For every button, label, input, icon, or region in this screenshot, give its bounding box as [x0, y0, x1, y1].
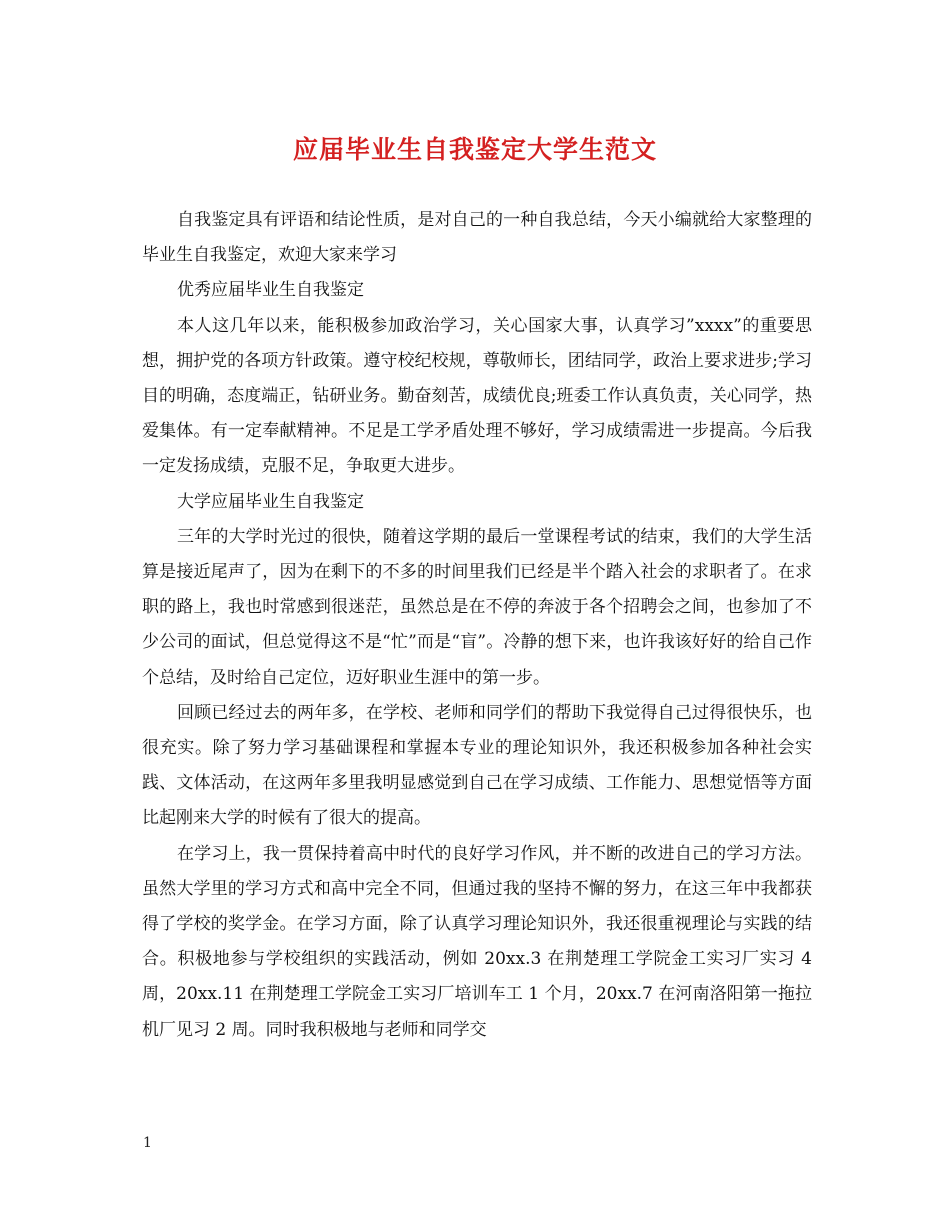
intro-paragraph: 自我鉴定具有评语和结论性质，是对自己的一种自我总结，今天小编就给大家整理的毕业生自我鉴定，欢迎大家来学习 — [142, 210, 812, 266]
section2-paragraph-2: 回顾已经过去的两年多，在学校、老师和同学们的帮助下我觉得自己过得很快乐，也很充实。除了努力学习基础课程和掌握本专业的理论知识外，我还积极参加各种社会实践、文体活动，在这两年多里我明显感觉到自己在学习成绩、工作能力、思想觉悟等方面比起刚来大学的时候有了很大的提高。 — [142, 702, 812, 829]
section-heading-excellent-graduate: 优秀应届毕业生自我鉴定 — [177, 280, 364, 301]
section2-paragraph-1: 三年的大学时光过的很快，随着这学期的最后一堂课程考试的结束，我们的大学生活算是接近尾声了，因为在剩下的不多的时间里我们已经是半个踏入社会的求职者了。在求职的路上，我也时常感到很迷茫，虽然总是在不停的奔波于各个招聘会之间，也参加了不少公司的面试，但总觉得这不是“忙”而是“盲”。冷静的想下来，也许我该好好的给自己作个总结，及时给自己定位，迈好职业生涯中的第一步。 — [142, 526, 812, 688]
document-title: 应届毕业生自我鉴定大学生范文 — [292, 135, 657, 164]
page-number: 1 — [143, 1135, 152, 1151]
section-heading-university-graduate: 大学应届毕业生自我鉴定 — [177, 491, 364, 512]
section1-paragraph: 本人这几年以来，能积极参加政治学习，关心国家大事，认真学习”xxxx”的重要思想，拥护党的各项方针政策。遵守校纪校规，尊敬师长，团结同学，政治上要求进步;学习目的明确，态度端正，钻研业务。勤奋刻苦，成绩优良;班委工作认真负责，关心同学，热爱集体。有一定奉献精神。不足是工学矛盾处理不够好，学习成绩需进一步提高。今后我一定发扬成绩，克服不足，争取更大进步。 — [142, 315, 812, 477]
section2-paragraph-3: 在学习上，我一贯保持着高中时代的良好学习作风，并不断的改进自己的学习方法。虽然大学里的学习方式和高中完全不同，但通过我的坚持不懈的努力，在这三年中我都获得了学校的奖学金。在学习方面，除了认真学习理论知识外，我还很重视理论与实践的结合。积极地参与学校组织的实践活动，例如 20xx.3 在荆楚理工学院金工实习厂实习 4 周，20xx.11 在荆楚理工学院金工实习厂培训车工 1 个月，20xx.7 在河南洛阳第一拖拉机厂见习 2 周。同时我积极地与老师和同学交 — [142, 843, 812, 1040]
document-body — [142, 203, 812, 1048]
